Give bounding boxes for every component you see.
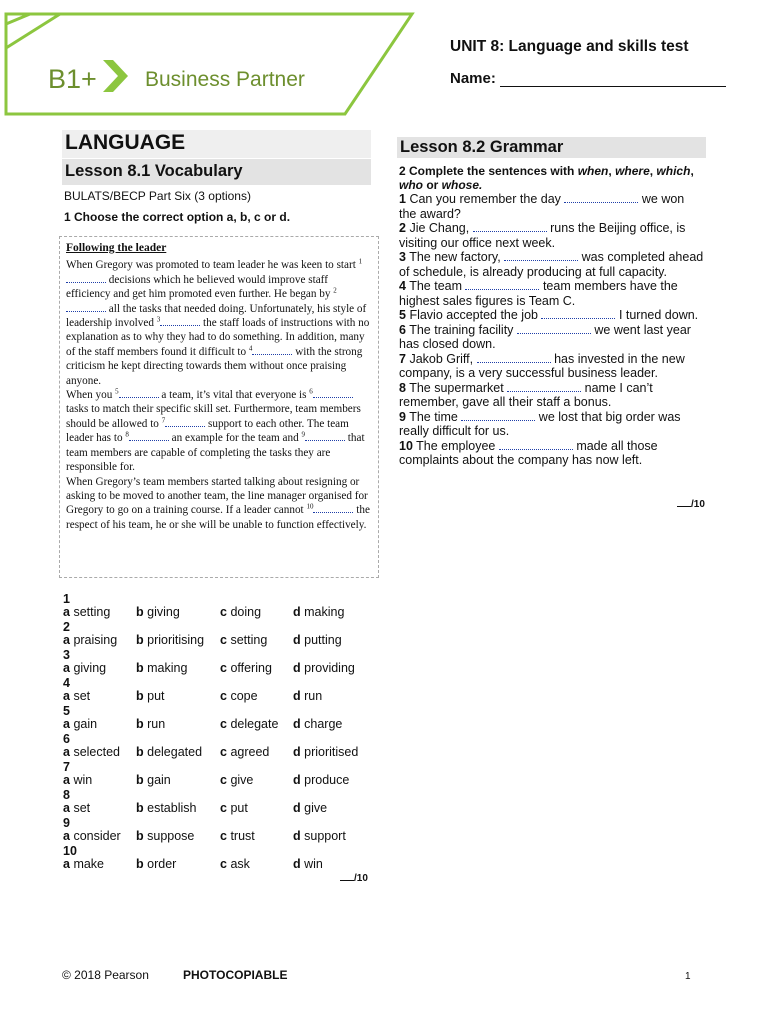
option-d[interactable] [293, 661, 355, 675]
gap-number: 7 [161, 416, 166, 425]
option-number: 5 [63, 704, 70, 718]
option-d[interactable] [293, 689, 322, 703]
logo [0, 12, 420, 116]
option-a[interactable] [63, 717, 97, 731]
option-word: making [304, 605, 345, 619]
grammar-item [399, 308, 704, 323]
grammar-item [399, 410, 704, 439]
option-letter: a [63, 661, 70, 675]
option-c[interactable] [220, 661, 272, 675]
option-letter: b [136, 801, 144, 815]
answer-gap[interactable] [313, 503, 353, 513]
grammar-item [399, 250, 704, 279]
option-word: order [147, 857, 177, 871]
answer-gap[interactable] [119, 388, 159, 398]
option-number: 8 [63, 788, 70, 802]
reading-text-segment: the respect of his team, he or she will be unable to function effectively. [66, 504, 370, 531]
reading-text-segment: When Gregory’s team members started talking about resigning or asking to be moved to another team, the line manager organised for Gregory to go on a training course. If a leader cannot [66, 475, 368, 517]
option-a[interactable] [63, 829, 121, 843]
option-row [63, 760, 373, 788]
option-letter: a [63, 857, 70, 871]
option-c[interactable] [220, 605, 261, 619]
option-number: 3 [63, 648, 70, 662]
grammar-text-before: Jie Chang, [409, 221, 473, 235]
answer-gap[interactable] [252, 345, 292, 355]
option-row [63, 844, 373, 872]
grammar-item-number: 5 [399, 308, 406, 322]
gap-number: 10 [306, 502, 314, 511]
grammar-item [399, 192, 704, 221]
grammar-instruction [399, 164, 699, 192]
option-word: cope [230, 689, 258, 703]
answer-gap[interactable] [165, 417, 205, 427]
option-c[interactable] [220, 773, 253, 787]
instruction-part: which [656, 164, 691, 178]
option-letter: b [136, 857, 144, 871]
grammar-item [399, 381, 704, 410]
gap-number: 8 [125, 430, 129, 439]
option-letter: a [63, 689, 70, 703]
option-word: doing [230, 605, 262, 619]
reading-text-segment: a team, it’s vital that everyone is [158, 389, 310, 402]
answer-gap[interactable] [66, 302, 106, 312]
name-input-line[interactable] [500, 86, 726, 87]
grammar-text-after: made all those complaints about the company has now left. [399, 438, 658, 467]
instruction-part: where [615, 164, 650, 178]
option-letter: b [136, 633, 144, 647]
option-c[interactable] [220, 717, 278, 731]
instruction-part: 2 Complete the sentences with [399, 164, 578, 178]
vocabulary-options [63, 592, 373, 872]
option-word: win [304, 857, 323, 871]
answer-gap[interactable] [305, 431, 345, 441]
option-word: trust [230, 829, 255, 843]
grammar-text-before: The team [409, 279, 466, 293]
option-d[interactable] [293, 801, 327, 815]
option-b[interactable] [136, 829, 194, 843]
option-word: delegated [147, 745, 203, 759]
grammar-text-before: The supermarket [409, 380, 508, 395]
answer-gap[interactable] [564, 193, 638, 203]
option-d[interactable] [293, 717, 342, 731]
option-letter: d [293, 745, 301, 759]
unit-title: UNIT 8: Language and skills test [450, 38, 689, 55]
option-a[interactable] [63, 745, 120, 759]
answer-gap[interactable] [461, 411, 535, 421]
option-letter: c [220, 605, 227, 619]
reading-text-segment: the staff loads of instructions with no explanation as to why they had to do something. In addition, many of the staff members found it difficult to [66, 317, 370, 358]
option-word: win [73, 773, 93, 787]
option-d[interactable] [293, 773, 349, 787]
name-label: Name: [450, 70, 496, 87]
option-word: gain [147, 773, 171, 787]
option-row [63, 620, 373, 648]
option-letter: c [220, 829, 227, 843]
option-word: selected [73, 745, 120, 759]
vocabulary-score: /10 [340, 873, 368, 884]
language-heading: LANGUAGE [62, 130, 371, 158]
grammar-text-before: The new factory, [409, 250, 505, 264]
instruction-part: when [577, 164, 609, 178]
option-c[interactable] [220, 633, 267, 647]
option-word: making [147, 661, 188, 675]
option-word: consider [73, 829, 121, 843]
gap-number: 4 [248, 344, 253, 353]
option-row [63, 816, 373, 844]
gap-number: 3 [156, 315, 161, 324]
option-d[interactable] [293, 745, 358, 759]
answer-gap[interactable] [499, 440, 573, 450]
vocabulary-subtitle: BULATS/BECP Part Six (3 options) [64, 189, 251, 203]
option-word: establish [147, 801, 197, 815]
option-b[interactable] [136, 689, 165, 703]
option-letter: d [293, 717, 301, 731]
option-c[interactable] [220, 801, 248, 815]
option-letter: c [220, 689, 227, 703]
option-row [63, 592, 373, 620]
option-a[interactable] [63, 661, 106, 675]
reading-text-segment: decisions which he believed would improve staff efficiency and get him promoted even further. He began by [66, 273, 334, 301]
option-letter: a [63, 829, 70, 843]
grammar-item-number: 7 [399, 351, 406, 366]
reading-text-segment: tasks to match their specific skill set. Furthermore, team members should be allowed to [66, 403, 361, 430]
grammar-list [399, 192, 704, 468]
option-c[interactable] [220, 689, 258, 703]
option-letter: c [220, 633, 227, 647]
option-row [63, 648, 373, 676]
grammar-text-before: The training facility [409, 322, 517, 337]
logo-frame [0, 12, 420, 116]
logo-level: B1+ [48, 64, 97, 94]
grammar-item [399, 323, 704, 352]
option-c[interactable] [220, 829, 255, 843]
grammar-text-before: Flavio accepted the job [409, 308, 542, 322]
option-letter: b [136, 717, 144, 731]
grammar-heading: Lesson 8.2 Grammar [397, 137, 706, 158]
answer-gap[interactable] [477, 353, 551, 363]
instruction-part: who [399, 178, 423, 192]
option-word: setting [230, 633, 268, 647]
reading-text-segment: When Gregory was promoted to team leader he was keen to start [66, 259, 359, 272]
option-word: gain [73, 717, 98, 731]
grammar-item-number: 4 [399, 279, 406, 293]
option-word: praising [73, 633, 118, 647]
reading-title: Following the leader [66, 242, 167, 254]
option-word: put [230, 801, 248, 815]
option-d[interactable] [293, 829, 346, 843]
grammar-item [399, 221, 704, 250]
option-letter: d [293, 605, 301, 619]
option-word: putting [304, 633, 342, 647]
option-word: prioritised [304, 745, 359, 759]
reading-text-segment: When you [66, 389, 116, 402]
reading-text-segment: support to each other. The team leader has to [66, 417, 349, 445]
grammar-item-number: 1 [399, 192, 406, 206]
option-letter: b [136, 829, 144, 843]
grammar-text-before: The time [409, 409, 462, 424]
option-word: support [304, 829, 346, 843]
logo-name: Business Partner [145, 68, 305, 91]
grammar-text-after: runs the Beijing office, is visiting our office next week. [399, 221, 686, 250]
grammar-text-after: we went last year has closed down. [399, 322, 691, 351]
option-word: give [304, 801, 328, 815]
option-word: make [73, 857, 105, 871]
option-row [63, 676, 373, 704]
option-a[interactable] [63, 689, 90, 703]
instruction-part: , [649, 164, 657, 178]
option-b[interactable] [136, 633, 204, 647]
answer-gap[interactable] [160, 316, 200, 326]
grammar-item [399, 279, 704, 308]
answer-gap[interactable] [507, 382, 581, 392]
option-a[interactable] [63, 857, 104, 871]
option-letter: c [220, 745, 227, 759]
option-d[interactable] [293, 605, 344, 619]
option-word: giving [147, 605, 180, 619]
option-letter: c [220, 773, 227, 787]
option-d[interactable] [293, 857, 323, 871]
option-number: 4 [63, 676, 70, 690]
answer-gap[interactable] [129, 431, 169, 441]
option-b[interactable] [136, 605, 180, 619]
option-word: setting [73, 605, 111, 619]
option-letter: c [220, 857, 227, 871]
option-c[interactable] [220, 745, 269, 759]
grammar-item-number: 8 [399, 380, 406, 395]
option-letter: c [220, 661, 227, 675]
option-letter: a [63, 717, 70, 731]
gap-number: 6 [309, 387, 313, 396]
option-word: providing [304, 661, 355, 675]
option-word: produce [304, 773, 350, 787]
option-letter: c [220, 717, 227, 731]
option-b[interactable] [136, 857, 176, 871]
option-letter: a [63, 773, 70, 787]
option-a[interactable] [63, 801, 90, 815]
option-letter: d [293, 633, 301, 647]
option-word: prioritising [147, 633, 205, 647]
option-a[interactable] [63, 633, 117, 647]
option-number: 1 [63, 592, 70, 606]
instruction-part: whose. [441, 178, 483, 192]
instruction-part: or [423, 178, 442, 192]
option-number: 2 [63, 620, 70, 634]
option-b[interactable] [136, 801, 196, 815]
option-d[interactable] [293, 633, 342, 647]
grammar-text-after: we won the award? [399, 192, 685, 221]
option-word: give [230, 773, 254, 787]
option-word: charge [304, 717, 343, 731]
option-a[interactable] [63, 605, 110, 619]
option-number: 9 [63, 816, 70, 830]
option-letter: c [220, 801, 227, 815]
answer-gap[interactable] [473, 222, 547, 232]
option-word: run [304, 689, 323, 703]
option-word: offering [230, 661, 272, 675]
gap-number: 2 [333, 286, 337, 295]
grammar-text-after: has invested in the new company, is a very successful business leader. [399, 351, 685, 380]
option-word: delegate [230, 717, 279, 731]
option-row [63, 704, 373, 732]
answer-gap[interactable] [66, 273, 106, 283]
instruction-part: , [690, 164, 694, 178]
footer-copyright: © 2018 Pearson [62, 968, 149, 982]
option-word: set [73, 801, 91, 815]
option-letter: b [136, 773, 144, 787]
option-letter: d [293, 689, 301, 703]
option-word: set [73, 689, 91, 703]
grammar-text-after: I turned down. [615, 308, 699, 322]
option-row [63, 732, 373, 760]
vocabulary-instruction: 1 Choose the correct option a, b, c or d. [64, 210, 291, 224]
grammar-item-number: 2 [399, 221, 406, 235]
option-letter: d [293, 857, 301, 871]
gap-number: 9 [301, 430, 305, 439]
option-letter: a [63, 801, 70, 815]
answer-gap[interactable] [465, 280, 539, 290]
option-row [63, 788, 373, 816]
option-letter: b [136, 661, 144, 675]
grammar-item-number: 6 [399, 322, 406, 337]
grammar-text-after: was completed ahead of schedule, is already producing at full capacity. [399, 250, 704, 279]
grammar-text-after: name I can’t remember, gave all their staff a bonus. [399, 380, 653, 409]
option-b[interactable] [136, 717, 165, 731]
reading-text-segment: that team members are capable of completing the tasks they are responsible for. [66, 432, 365, 474]
option-a[interactable] [63, 773, 92, 787]
option-number: 7 [63, 760, 70, 774]
option-b[interactable] [136, 661, 187, 675]
option-b[interactable] [136, 773, 171, 787]
grammar-text-before: Jakob Griff, [409, 351, 477, 366]
option-word: giving [73, 661, 107, 675]
reading-text-segment: all the tasks that needed doing. Unfortunately, his style of leadership involved [66, 302, 367, 330]
grammar-text-before: Can you remember the day [409, 192, 565, 206]
grammar-text-after: we lost that big order was really difficult for us. [399, 409, 681, 438]
option-letter: b [136, 605, 144, 619]
option-number: 6 [63, 732, 70, 746]
gap-number: 5 [115, 387, 119, 396]
answer-gap[interactable] [504, 251, 578, 261]
footer-photocopiable: PHOTOCOPIABLE [183, 968, 288, 982]
option-word: suppose [147, 829, 195, 843]
grammar-item-number: 9 [399, 409, 406, 424]
option-letter: a [63, 745, 70, 759]
option-letter: a [63, 605, 70, 619]
answer-gap[interactable] [517, 324, 591, 334]
gap-number: 1 [358, 257, 363, 266]
grammar-item-number: 3 [399, 250, 406, 264]
grammar-text-before: The employee [416, 438, 499, 453]
option-word: ask [230, 857, 250, 871]
option-letter: d [293, 773, 301, 787]
reading-text-segment: with the strong criticism he kept directing towards them without once praising anyone. [66, 345, 363, 387]
vocabulary-heading: Lesson 8.1 Vocabulary [62, 159, 371, 185]
option-word: put [147, 689, 165, 703]
reading-text-box [59, 236, 379, 578]
answer-gap[interactable] [541, 309, 615, 319]
option-word: run [147, 717, 166, 731]
grammar-score: /10 [677, 499, 705, 510]
answer-gap[interactable] [313, 388, 353, 398]
option-c[interactable] [220, 857, 250, 871]
grammar-item-number: 10 [399, 438, 413, 453]
grammar-item [399, 439, 704, 468]
option-letter: b [136, 689, 144, 703]
grammar-text-after: team members have the highest sales figures is Team C. [399, 279, 678, 308]
option-number: 10 [63, 844, 77, 858]
option-word: agreed [230, 745, 270, 759]
option-letter: d [293, 829, 301, 843]
option-b[interactable] [136, 745, 202, 759]
page-number: 1 [685, 971, 691, 982]
option-letter: d [293, 801, 301, 815]
instruction-part: , [608, 164, 616, 178]
option-letter: d [293, 661, 301, 675]
reading-text-segment: an example for the team and [168, 432, 302, 445]
grammar-item [399, 352, 704, 381]
option-letter: a [63, 633, 70, 647]
option-letter: b [136, 745, 144, 759]
reading-body [66, 258, 374, 532]
